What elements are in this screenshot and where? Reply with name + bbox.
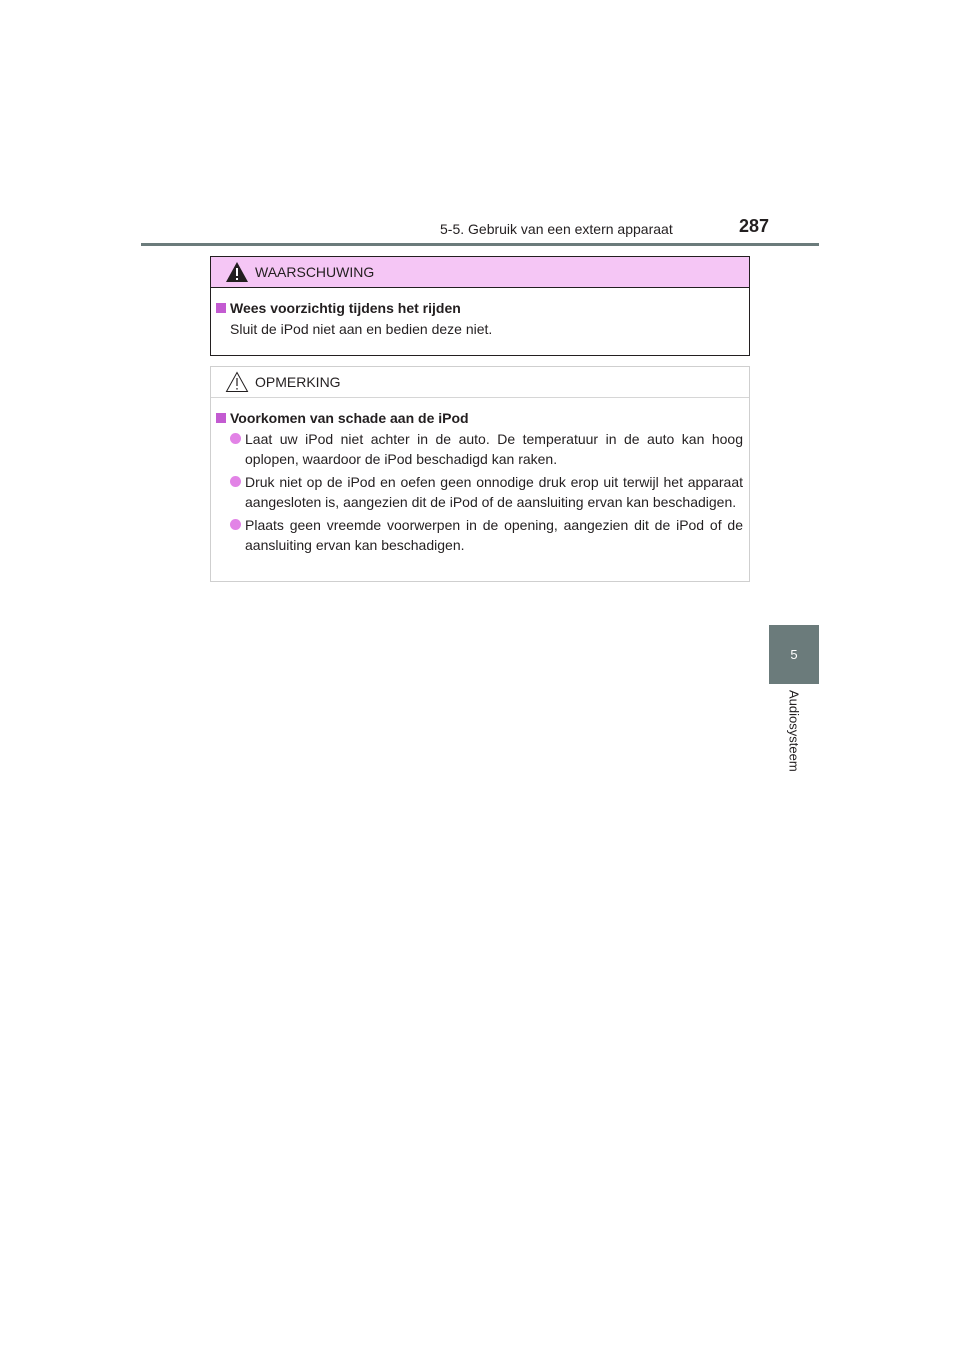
notice-body <box>211 398 749 555</box>
square-bullet-icon <box>216 413 226 423</box>
page-number: 287 <box>739 216 770 236</box>
list-item-text: Laat uw iPod niet achter in de auto. De temperatuur in de auto kan hoog oplopen, waardoor de iPod beschadigd kan raken. <box>245 431 743 467</box>
list-item <box>216 515 743 555</box>
notice-item-title-text: Voorkomen van schade aan de iPod <box>230 410 469 426</box>
list-item-text: Plaats geen vreemde voorwerpen in de opening, aangezien dit de iPod of de aansluiting ervan kan beschadigen. <box>245 517 743 553</box>
warning-item-text: Sluit de iPod niet aan en bedien deze niet. <box>230 321 493 337</box>
chapter-title <box>769 690 819 790</box>
warning-body <box>211 288 749 339</box>
chapter-tab <box>769 625 819 684</box>
section-title: 5-5. Gebruik van een extern apparaat <box>440 221 673 237</box>
warning-box <box>210 256 750 356</box>
warning-heading: WAARSCHUWING <box>255 264 375 280</box>
warning-item-title-text: Wees voorzichtig tijdens het rijden <box>230 300 461 316</box>
list-item <box>216 472 743 512</box>
round-bullet-icon <box>230 476 241 487</box>
list-item-text: Druk niet op de iPod en oefen geen onnodige druk erop uit terwijl het apparaat aangesloten is, aangezien dit de iPod of de aansluiting ervan kan beschadigen. <box>245 474 743 510</box>
round-bullet-icon <box>230 519 241 530</box>
notice-heading: OPMERKING <box>255 374 341 390</box>
notice-item-title <box>216 408 743 428</box>
notice-box <box>210 366 750 582</box>
notice-header <box>211 367 749 398</box>
round-bullet-icon <box>230 433 241 444</box>
caution-triangle-outline-icon <box>225 371 249 393</box>
square-bullet-icon <box>216 303 226 313</box>
header-divider <box>141 243 819 246</box>
warning-triangle-icon <box>225 261 249 283</box>
chapter-title-label: Audiosysteem <box>786 690 802 772</box>
warning-header <box>211 257 749 288</box>
warning-item-title <box>216 298 743 318</box>
chapter-number: 5 <box>790 647 798 662</box>
list-item <box>216 429 743 469</box>
